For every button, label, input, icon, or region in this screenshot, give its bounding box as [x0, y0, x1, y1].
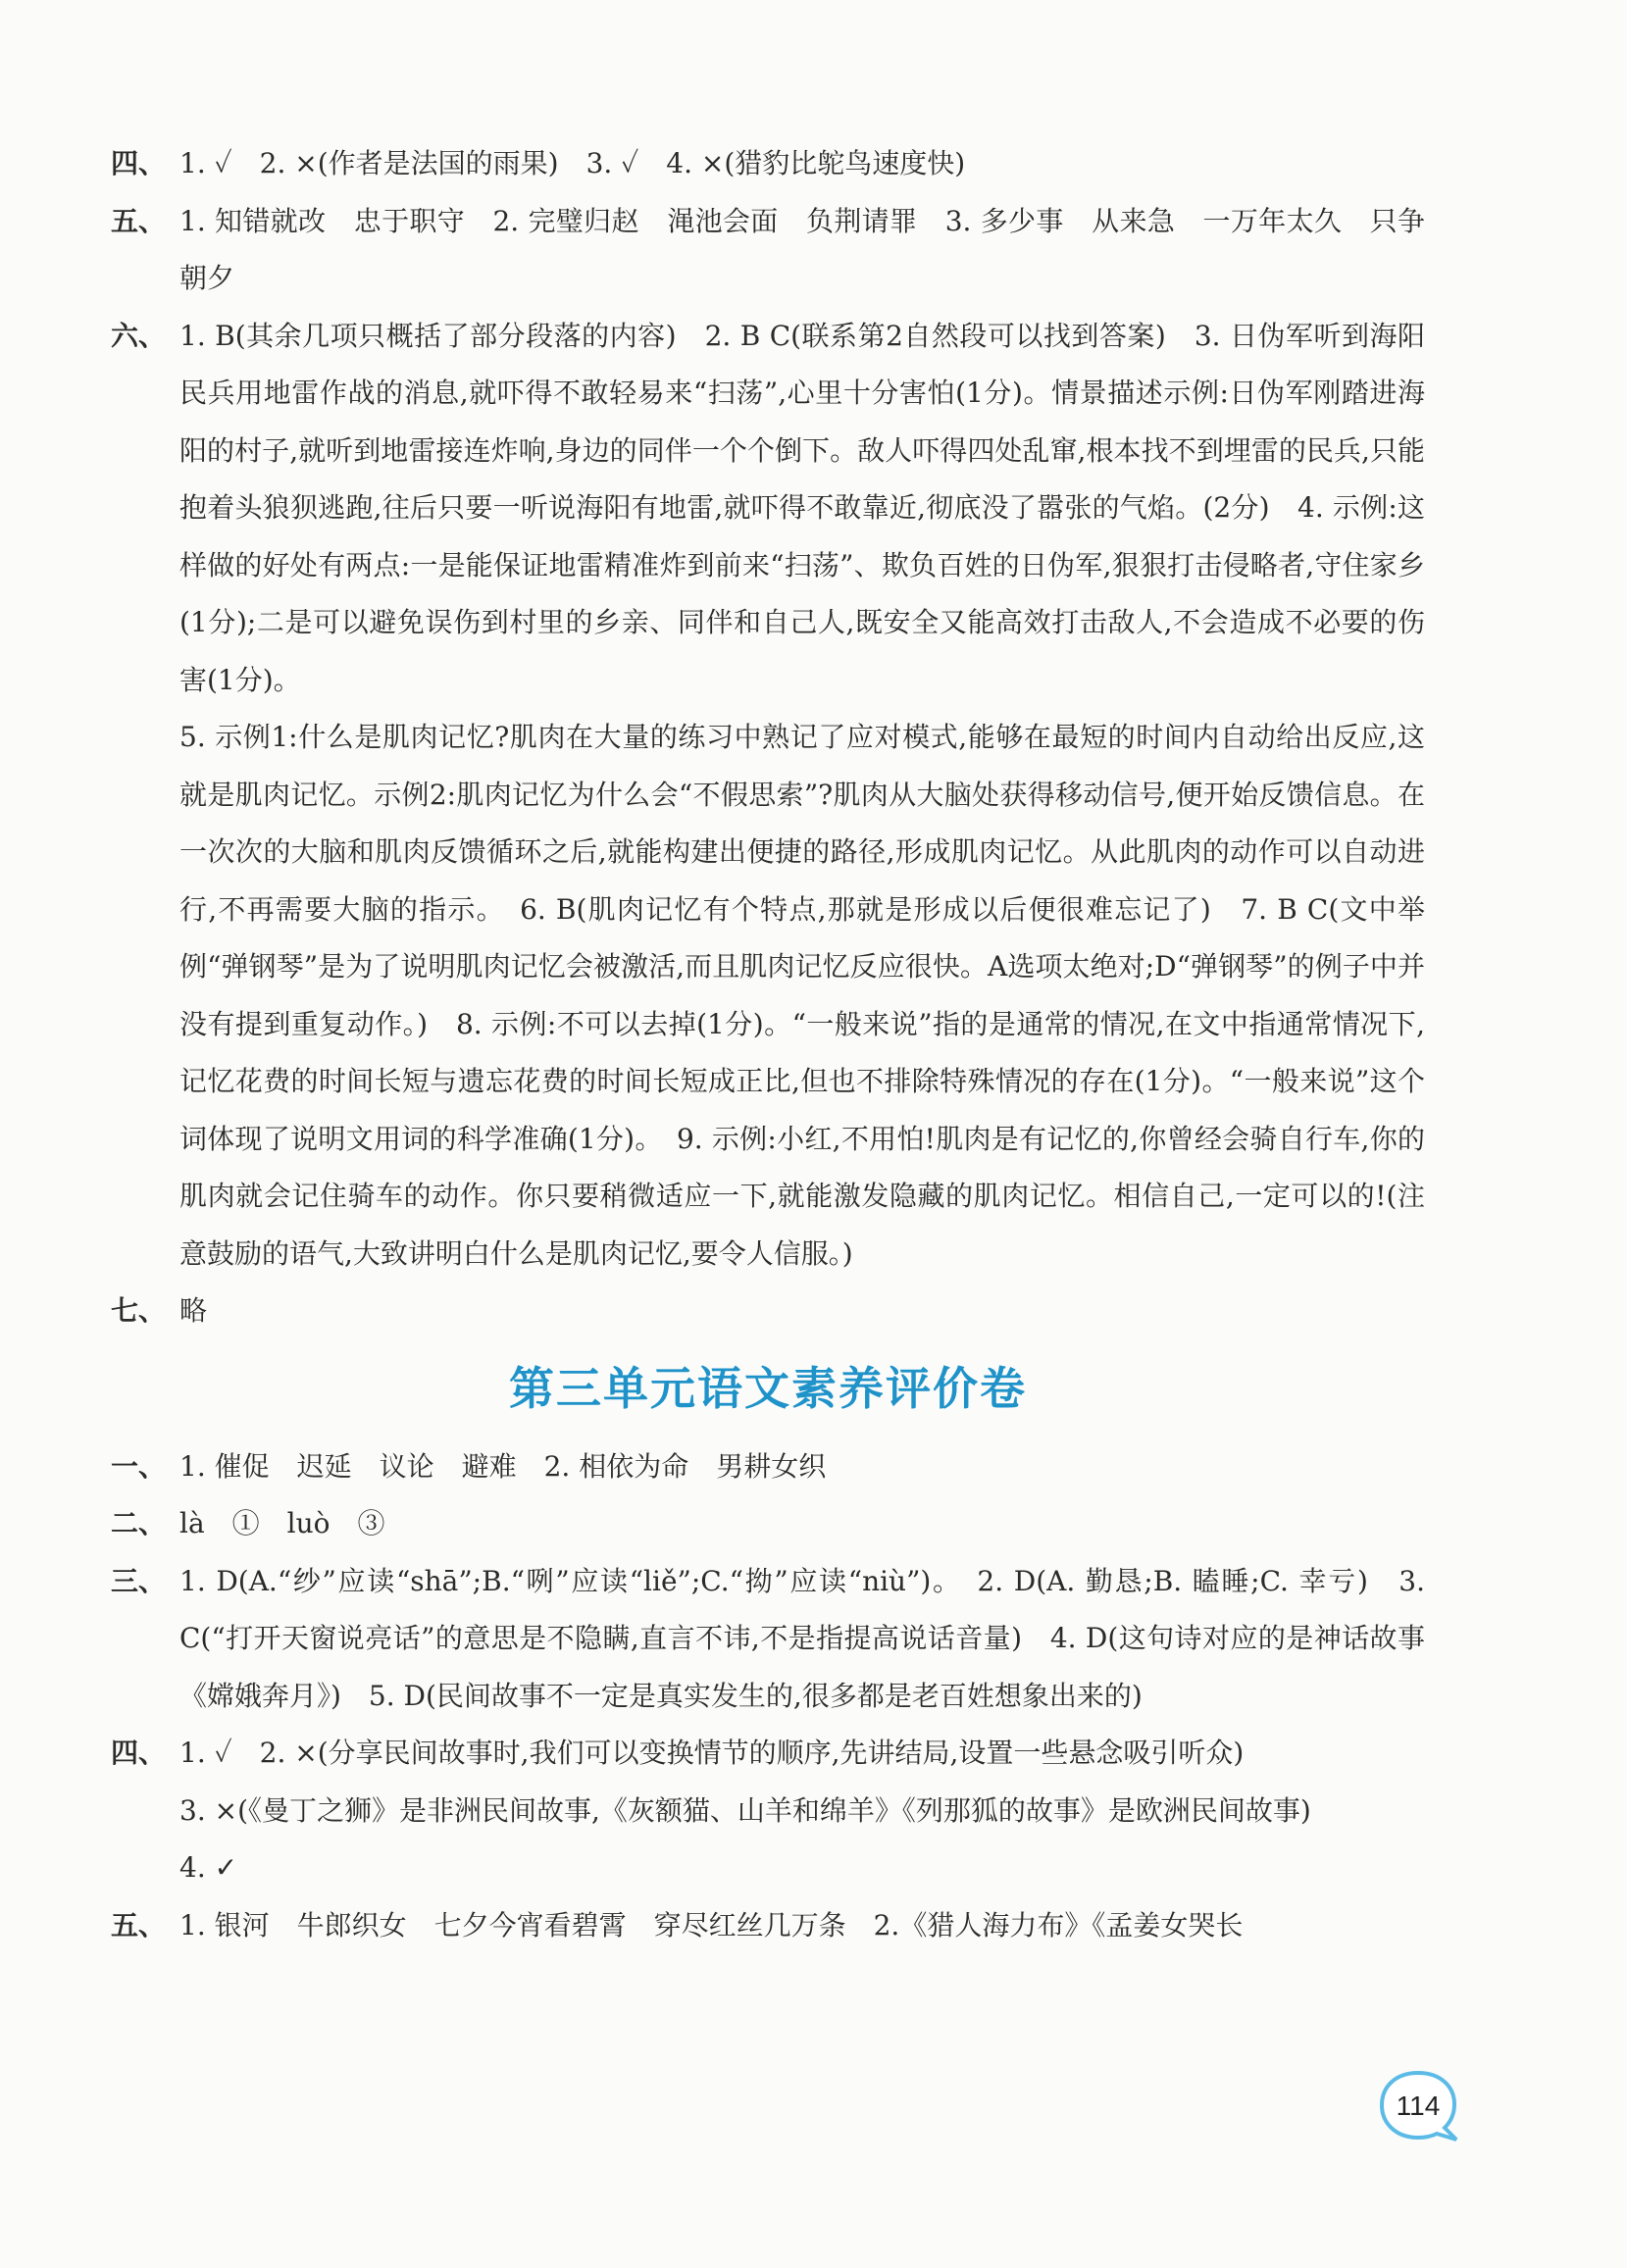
- page-number-badge: [1376, 2067, 1466, 2145]
- unit3-section-1: [111, 1438, 1425, 1496]
- section-5: [111, 193, 1425, 308]
- section-text: 1. D(A.“纱”应读“shā”;B.“咧”应读“liě”;C.“拗”应读“niù”)。 2. D(A. 勤恳;B. 瞌睡;C. 幸亏) 3. C(“打开天窗说亮话”的意思是不隐瞒,直言不讳,不是指提高说话音量) 4. D(这句诗对应的是神话故事《嫦娥奔月》) 5. D(民间故事不一定是真实发生的,很多都是老百姓想象出来的): [179, 1564, 1425, 1712]
- unit3-section-5: [111, 1897, 1425, 1955]
- page-number: 114: [1396, 2091, 1441, 2121]
- section-label: 二、: [111, 1507, 167, 1539]
- section-6: [111, 308, 1425, 1284]
- section-text: 略: [179, 1294, 208, 1327]
- section-text: 1. 银河 牛郎织女 七夕今宵看碧霄 穿尽红丝几万条 2.《猎人海力布》《孟姜女哭长: [179, 1908, 1244, 1941]
- section-line-3: 4. ✓: [179, 1851, 238, 1884]
- section-paragraph-1: 1. B(其余几项只概括了部分段落的内容) 2. B C(联系第2自然段可以找到答案) 3. 日伪军听到海阳民兵用地雷作战的消息,就吓得不敢轻易来“扫荡”,心里十分害怕(1分)。情景描述示例:日伪军刚踏进海阳的村子,就听到地雷接连炸响,身边的同伴一个个倒下。敌人吓得四处乱窜,根本找不到埋雷的民兵,只能抱着头狼狈逃跑,往后只要一听说海阳有地雷,就吓得不敢靠近,彻底没了嚣张的气焰。(2分) 4. 示例:这样做的好处有两点:一是能保证地雷精准炸到前来“扫荡”、欺负百姓的日伪军,狠狠打击侵略者,守住家乡(1分);二是可以避免误伤到村里的乡亲、同伴和自己人,既安全又能高效打击敌人,不会造成不必要的伤害(1分)。: [179, 319, 1425, 696]
- section-label: 五、: [111, 1908, 167, 1941]
- section-label: 三、: [111, 1564, 167, 1597]
- section-text: 1. ✓ 2. ×(作者是法国的雨果) 3. ✓ 4. ×(猎豹比鸵鸟速度快): [179, 147, 966, 179]
- section-line-1: 1. ✓ 2. ×(分享民间故事时,我们可以变换情节的顺序,先讲结局,设置一些悬念吸引听众): [179, 1737, 1245, 1769]
- unit3-section-2: [111, 1495, 1425, 1553]
- section-label: 一、: [111, 1449, 167, 1483]
- section-text: 1. 知错就改 忠于职守 2. 完璧归赵 渑池会面 负荆请罪 3. 多少事 从来急 一万年太久 只争朝夕: [179, 204, 1425, 294]
- section-text: là ① luò ③: [179, 1507, 385, 1539]
- section-4: [111, 135, 1425, 193]
- section-text: 1. 催促 迟延 议论 避难 2. 相依为命 男耕女织: [179, 1449, 827, 1483]
- unit3-section-3: [111, 1553, 1425, 1726]
- unit-title: 第三单元语文素养评价卷: [509, 1361, 1027, 1415]
- unit3-section-4: [111, 1725, 1425, 1897]
- section-label: 七、: [111, 1294, 167, 1327]
- section-label: 四、: [111, 1737, 167, 1769]
- section-line-2: 3. ×(《曼丁之狮》是非洲民间故事,《灰额猫、山羊和绵羊》《列那狐的故事》是欧洲民间故事): [179, 1793, 1311, 1827]
- section-label: 六、: [111, 319, 167, 352]
- section-label: 五、: [111, 204, 167, 237]
- answer-content: [111, 135, 1425, 1954]
- section-paragraph-2: 5. 示例1:什么是肌肉记忆?肌肉在大量的练习中熟记了应对模式,能够在最短的时间内自动给出反应,这就是肌肉记忆。示例2:肌肉记忆为什么会“不假思索”?肌肉从大脑处获得移动信号,便开始反馈信息。在一次次的大脑和肌肉反馈循环之后,就能构建出便捷的路径,形成肌肉记忆。从此肌肉的动作可以自动进行,不再需要大脑的指示。 6. B(肌肉记忆有个特点,那就是形成以后便很难忘记了) 7. B C(文中举例“弹钢琴”是为了说明肌肉记忆会被激活,而且肌肉记忆反应很快。A选项太绝对;D“弹钢琴”的例子中并没有提到重复动作。) 8. 示例:不可以去掉(1分)。“一般来说”指的是通常的情况,在文中指通常情况下,记忆花费的时间长短与遗忘花费的时间长短成正比,但也不排除特殊情况的存在(1分)。“一般来说”这个词体现了说明文用词的科学准确(1分)。 9. 示例:小红,不用怕!肌肉是有记忆的,你曾经会骑自行车,你的肌肉就会记住骑车的动作。你只要稍微适应一下,就能激发隐藏的肌肉记忆。相信自己,一定可以的!(注意鼓励的语气,大致讲明白什么是肌肉记忆,要令人信服。): [179, 721, 1425, 1270]
- section-label: 四、: [111, 147, 167, 179]
- section-7: [111, 1283, 1425, 1340]
